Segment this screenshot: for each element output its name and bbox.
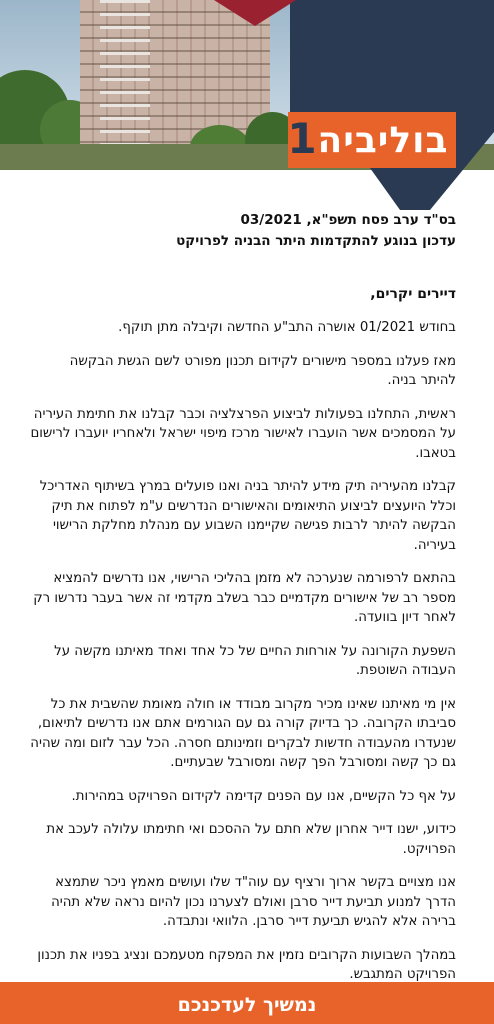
letter-body [30,210,456,999]
paragraph: כידוע, ישנו דייר אחרון שלא חתם על ההסכם ואי חתימתו עלולה לעכב את הפרויקט. [46,822,456,857]
paragraph: אין מי מאיתנו שאינו מכיר מקרוב מבודד או חולה מאומת שהשבית את כל סביבתו הקרובה. כך בדיוק קורה גם עם הגורמים אתם אנו נדרשים לתיאום, שנעדרו מהעבודה חדשות לבקרים וזמינותם חסרה. הכל עבר לזום ומה שהיה גם כך קשה ומסורבל הפך קשה ומסורבל שבעתיים. [30,696,456,770]
logo-number: 1 [287,113,317,163]
header-banner [0,0,494,210]
paragraph: במהלך השבועות הקרובים נזמין את המפקח מטעמכם ונציג בפניו את תכנון הפרויקט המתגבש. [37,947,456,982]
decorative-shapes [0,0,494,210]
footer-banner [0,982,494,1024]
paragraph: אנו מצויים בקשר ארוך ורציף עם עוה"ד שלו ועושים מאמץ ניכר שתמצא הדרך למנוע תביעת דייר סרבן ואולם לצערנו נכון להיום נראה שלא תהיה ברירה אלא להגיש תביעת דייר סרבן. הלוואי ונתבדה. [51,875,456,929]
footer-text: נמשיך לעדכנכם [177,994,317,1016]
paragraph: על אף כל הקשיים, אנו עם הפנים קדימה לקידום הפרויקט במהירות. [71,788,456,804]
paragraph: קבלנו מהעיריה תיק מידע להיתר בניה ואנו פועלים במרץ בשיתוף האדריכל וכלל היועצים לביצוע התיאומים והאישורים הנדרשים ע"מ לפתוח את תיק הבקשה להיתר לרבות פגישה שקיימנו השבוע עם מנהלת מחלקת הרישוי בעיריה. [39,479,456,553]
paragraph: בהתאם לרפורמה שנערכה לא מזמן בהליכי הרישוי, אנו נדרשים להמציא מספר רב של אישורים מקדמיים כבר בשלב מקדמי זה אשר בעבר נדרשו רק לאחר דיון בוועדה. [33,571,456,625]
subject-line: עדכון בנוגע להתקדמות היתר הבניה לפרויקט [176,233,456,249]
paragraph: ראשית, התחלנו בפעולות לביצוע הפרצלציה וכבר קבלנו את חתימת העיריה על המסמכים אשר הועברו לאישור מרכז מיפוי ישראל ולאחריו יועברו לרישום בטאבו. [30,406,456,461]
paragraph: מאז פעלנו במספר מישורים לקידום תכנון מפורט לשם הגשת הבקשה להיתר בניה. [69,353,456,388]
logo-name: בוליביה [317,119,449,161]
paragraph: השפעת הקורונה על אורחות החיים של כל אחד ואחד מאיתנו מקשה על העבודה השוטפת. [54,643,456,678]
paragraph: בחודש 01/2021 אושרה התב"ע החדשה וקיבלה מתן תוקף. [118,320,456,335]
greeting: דיירים יקרים, [370,286,456,302]
date-line: בס"ד ערב פסח תשפ"א, 03/2021 [240,212,456,228]
